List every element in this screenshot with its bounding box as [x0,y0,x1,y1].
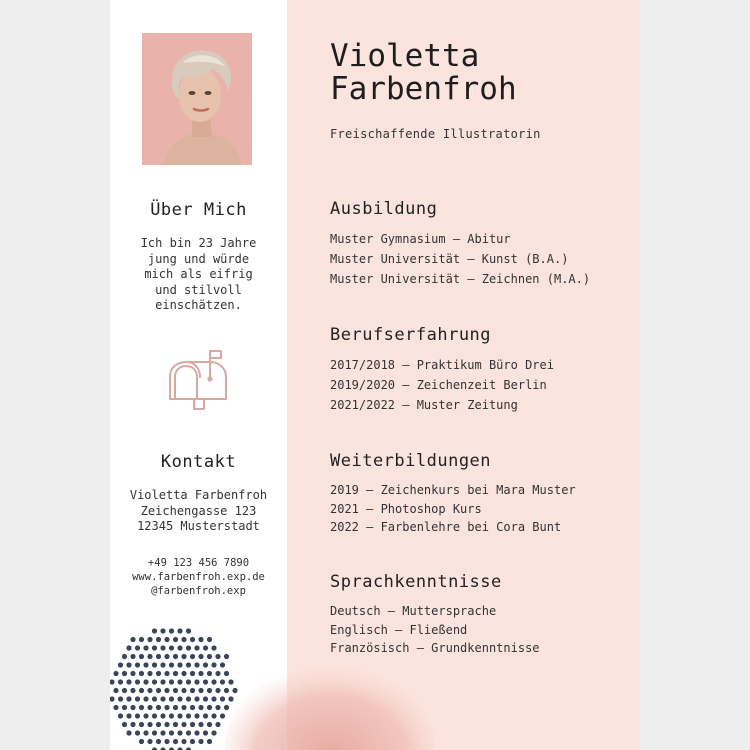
address-line: Zeichengasse 123 [140,503,257,518]
left-panel [110,0,287,750]
address-line: 12345 Musterstadt [137,519,260,533]
about-line: mich als eifrig [144,267,253,281]
education-item: Muster Gymnasium – Abitur [330,232,511,246]
address-line: Violetta Farbenfroh [129,488,268,502]
education-heading: Ausbildung [330,199,438,219]
experience-item: 2019/2020 – Zeichenzeit Berlin [330,378,547,392]
social-handle: @farbenfroh.exp [151,585,246,597]
job-title: Freischaffende Illustratorin [330,127,541,141]
right-panel [287,0,640,750]
education-section [330,199,630,289]
contact-details [110,556,287,598]
language-item: Französisch – Grundkenntnisse [330,641,540,655]
full-name [330,40,517,106]
about-heading: Über Mich [150,200,247,220]
training-section [330,451,630,537]
education-item: Muster Universität – Kunst (B.A.) [330,252,569,266]
contact-heading: Kontakt [160,452,237,472]
languages-section [330,572,630,658]
training-item: 2022 – Farbenlehre bei Cora Bunt [330,520,562,534]
name-first: Violetta [330,38,480,74]
portrait-illustration [142,33,252,165]
language-item: Deutsch – Muttersprache [330,604,497,618]
name-last: Farbenfroh [330,71,517,107]
training-item: 2021 – Photoshop Kurs [330,501,482,516]
resume-page [110,0,640,750]
education-item: Muster Universität – Zeichnen (M.A.) [330,272,591,286]
about-line: einschätzen. [155,298,242,312]
contact-address [120,488,277,535]
about-line: jung und würde [147,251,250,266]
about-text [120,236,277,314]
about-line: und stilvoll [155,282,242,297]
phone-number: +49 123 456 7890 [147,557,250,569]
experience-item: 2017/2018 – Praktikum Büro Drei [330,358,554,372]
about-line: Ich bin 23 Jahre [140,236,257,250]
website-link[interactable]: www.farbenfroh.exp.de [132,571,265,583]
languages-heading: Sprachkenntnisse [330,572,502,592]
mailbox-icon [165,347,231,413]
experience-section [330,325,630,415]
profile-photo [142,33,252,165]
training-item: 2019 – Zeichenkurs bei Mara Muster [330,483,576,497]
experience-heading: Berufserfahrung [330,325,492,345]
language-item: Englisch – Fließend [330,622,468,637]
training-heading: Weiterbildungen [330,451,492,471]
experience-item: 2021/2022 – Muster Zeitung [330,398,518,412]
